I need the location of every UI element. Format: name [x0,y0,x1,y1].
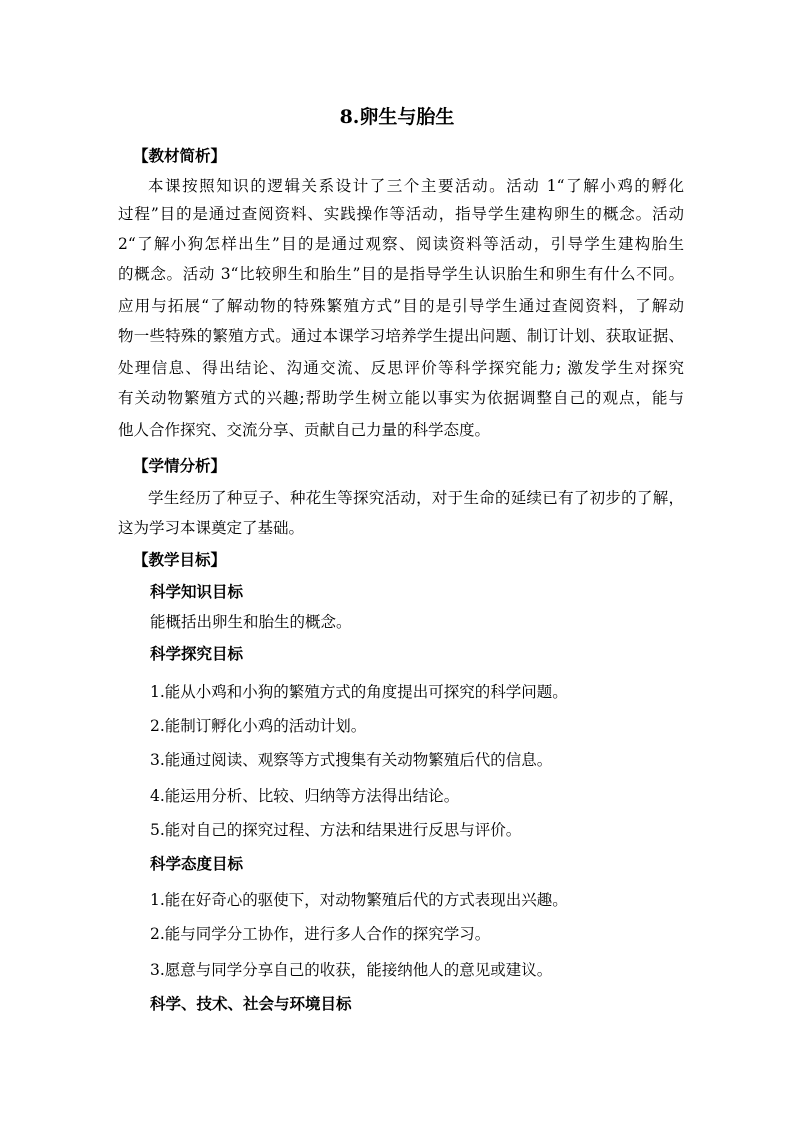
paragraph-line: 有关动物繁殖方式的兴趣;帮助学生树立能以事实为依据调整自己的观点，能与 [118,389,684,407]
knowledge-text: 能概括出卵生和胎生的概念。 [150,613,352,631]
section-heading-goals: 【教学目标】 [133,550,227,569]
paragraph-line: 处理信息、得出结论、沟通交流、反思评价等科学探究能力; 激发学生对探究 [118,359,684,377]
document-title: 8.卵生与胎生 [339,106,455,128]
section-heading-material: 【教材简析】 [133,146,227,165]
subheading-attitude: 科学态度目标 [150,854,244,873]
section-heading-learner: 【学情分析】 [133,456,227,475]
subheading-knowledge: 科学知识目标 [150,582,244,601]
paragraph-line: 他人合作探究、交流分享、贡献自己力量的科学态度。 [118,421,491,439]
paragraph-line: 过程”目的是通过查阅资料、实践操作等活动，指导学生建构卵生的概念。活动 [118,205,684,223]
paragraph-line: 物一些特殊的繁殖方式。通过本课学习培养学生提出问题、制订计划、获取证据、 [118,327,684,345]
list-item: 2.能与同学分工协作，进行多人合作的探究学习。 [150,925,491,943]
list-item: 5.能对自己的探究过程、方法和结果进行反思与评价。 [150,821,522,839]
list-item: 3.能通过阅读、观察等方式搜集有关动物繁殖后代的信息。 [150,751,553,769]
list-item: 4.能运用分析、比较、归纳等方法得出结论。 [150,787,460,805]
subheading-stse: 科学、技术、社会与环境目标 [150,994,352,1013]
list-item: 2.能制订孵化小鸡的活动计划。 [150,717,367,735]
paragraph-line: 学生经历了种豆子、种花生等探究活动，对于生命的延续已有了初步的了解， [148,489,684,507]
paragraph-line: 的概念。活动 3“比较卵生和胎生”目的是指导学生认识胎生和卵生有什么不同。 [118,265,684,283]
list-item: 3.愿意与同学分享自己的收获，能接纳他人的意见或建议。 [150,961,553,979]
list-item: 1.能在好奇心的驱使下，对动物繁殖后代的方式表现出兴趣。 [150,891,568,909]
subheading-inquiry: 科学探究目标 [150,644,244,663]
paragraph-line: 本课按照知识的逻辑关系设计了三个主要活动。活动 1“了解小鸡的孵化 [148,177,684,195]
paragraph-line: 应用与拓展“了解动物的特殊繁殖方式”目的是引导学生通过查阅资料，了解动 [118,297,684,315]
list-item: 1.能从小鸡和小狗的繁殖方式的角度提出可探究的科学问题。 [150,683,568,701]
paragraph-line: 这为学习本课奠定了基础。 [118,519,305,537]
paragraph-line: 2“了解小狗怎样出生”目的是通过观察、阅读资料等活动，引导学生建构胎生 [118,235,684,253]
